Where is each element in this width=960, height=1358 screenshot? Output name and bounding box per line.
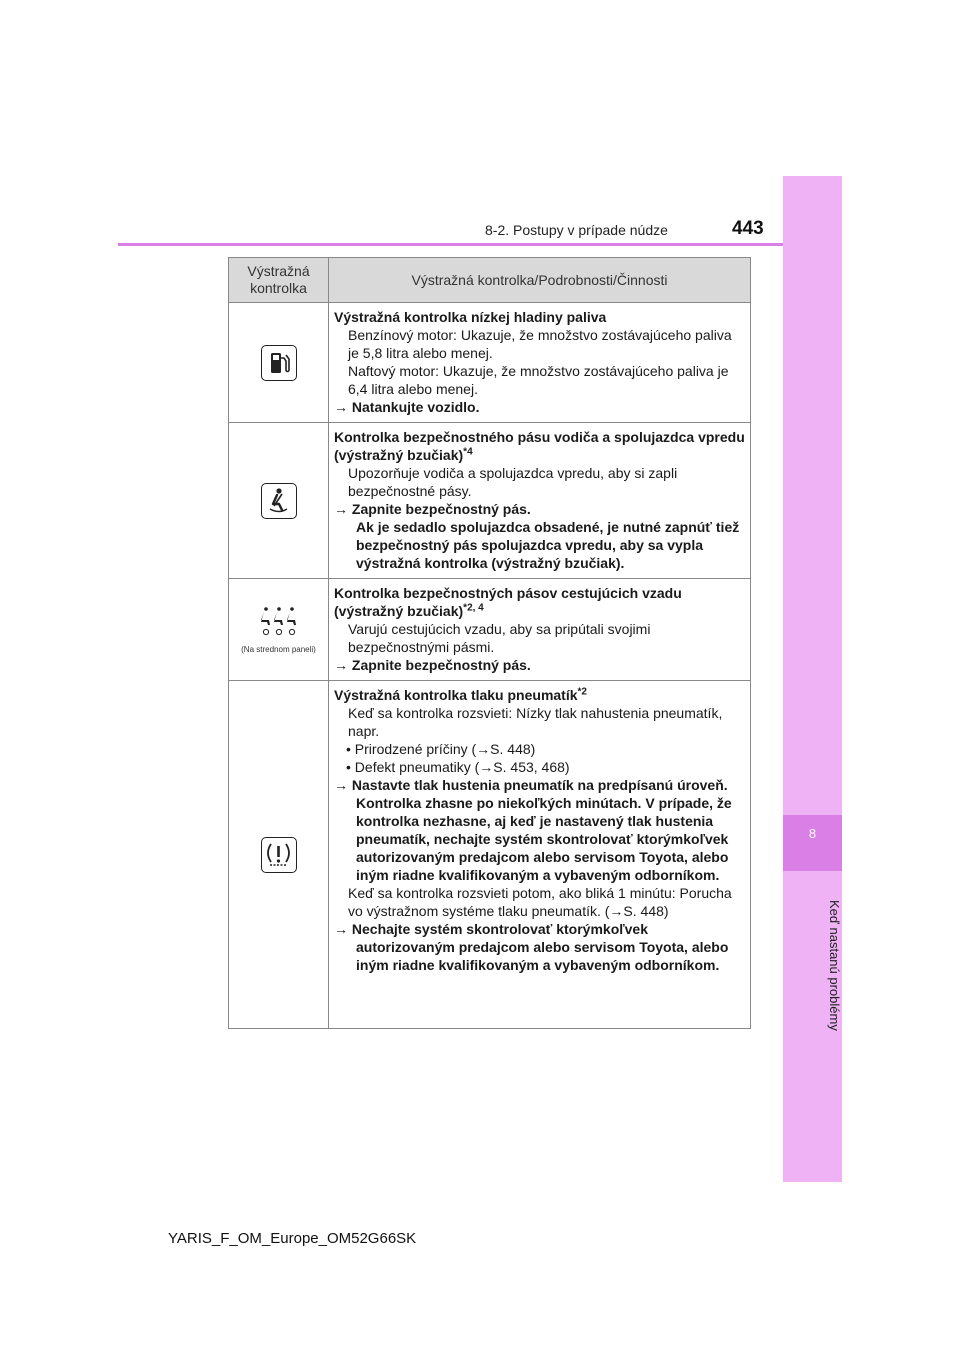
row-text: Upozorňuje vodiča a spolujazdca vpredu, aby si zapli bezpečnostné pásy. bbox=[348, 465, 678, 499]
row-action: → Zapnite bezpečnostný pás. bbox=[334, 657, 531, 673]
row-action-text: Nechajte systém skontrolovať ktorýmkoľvek autorizovaným predajcom alebo servisom Toyota, alebo iným riadne kvalifikovaným a vybaveným odborníkom. bbox=[351, 921, 729, 973]
header-rule bbox=[118, 243, 783, 246]
description-cell bbox=[329, 423, 751, 579]
row-text: Keď sa kontrolka rozsvieti: Nízky tlak nahustenia pneumatík, napr. bbox=[348, 705, 723, 739]
warning-light-table bbox=[228, 257, 751, 1029]
bullet-text: Prirodzené príčiny (→S. 448) bbox=[354, 741, 536, 757]
row-action: → Natankujte vozidlo. bbox=[334, 399, 480, 415]
row-action-text: Natankujte vozidlo. bbox=[351, 399, 480, 415]
page-number: 443 bbox=[732, 218, 764, 239]
table-row bbox=[229, 303, 751, 423]
row-title bbox=[334, 584, 745, 620]
footnote-ref: *2, 4 bbox=[463, 602, 484, 614]
table-row bbox=[229, 423, 751, 579]
row-title bbox=[334, 428, 745, 464]
description-cell bbox=[329, 303, 751, 423]
bullet-item: • Prirodzené príčiny (→S. 448) bbox=[346, 741, 536, 757]
section-title: 8-2. Postupy v prípade núdze bbox=[485, 222, 668, 238]
row-title bbox=[334, 686, 745, 704]
row-text: Keď sa kontrolka rozsvieti potom, ako bliká 1 minútu: Porucha vo výstražnom systéme tlaku pneumatík. (→S. 448) bbox=[348, 885, 732, 919]
row-title-text: Kontrolka bezpečnostných pásov cestujúcich vzadu (výstražný bzučiak) bbox=[334, 585, 682, 619]
seatbelt-icon bbox=[261, 483, 297, 519]
side-tab-chapter-marker bbox=[783, 815, 842, 871]
table-header-row bbox=[229, 258, 751, 303]
document-footer: YARIS_F_OM_Europe_OM52G66SK bbox=[168, 1230, 417, 1247]
row-text: Benzínový motor: Ukazuje, že množstvo zostávajúceho paliva je 5,8 litra alebo menej. bbox=[348, 327, 732, 361]
description-cell bbox=[329, 579, 751, 681]
side-tab-label: Keď nastanú problémy bbox=[827, 899, 842, 1031]
fuel-pump-icon bbox=[261, 345, 297, 381]
table-row bbox=[229, 681, 751, 1029]
row-action: → Zapnite bezpečnostný pás. bbox=[334, 501, 531, 517]
side-tab-number: 8 bbox=[808, 826, 817, 841]
row-title: Výstražná kontrolka nízkej hladiny paliva bbox=[334, 309, 607, 325]
icon-cell bbox=[229, 681, 329, 1029]
icon-cell bbox=[229, 579, 329, 681]
footnote-ref: *2 bbox=[577, 686, 587, 698]
rear-seatbelt-icon bbox=[258, 606, 300, 641]
column-header-details: Výstražná kontrolka/Podrobnosti/Činnosti bbox=[329, 258, 751, 303]
icon-cell bbox=[229, 423, 329, 579]
bullet-item: • Defekt pneumatiky (→S. 453, 468) bbox=[346, 759, 570, 775]
row-action-detail: Ak je sedadlo spolujazdca obsadené, je nutné zapnúť tiež bezpečnostný pás spolujazdca vpredu, aby sa vypla výstražná kontrolka (výstražný bzučiak). bbox=[356, 519, 740, 571]
row-action-detail: Kontrolka zhasne po niekoľkých minútach. V prípade, že kontrolka nezhasne, aj keď je nastavený tlak hustenia pneumatík, nechajte systém skontrolovať ktorýmkoľvek autorizovaným predajcom alebo servisom Toyota, alebo iným riadne kvalifikovaným a vybaveným odborníkom. bbox=[356, 795, 732, 883]
row-action: → Nastavte tlak hustenia pneumatík na predpísanú úroveň. bbox=[334, 777, 728, 793]
table-row bbox=[229, 579, 751, 681]
footnote-ref: *4 bbox=[463, 446, 473, 458]
bullet-text: Defekt pneumatiky (→S. 453, 468) bbox=[354, 759, 570, 775]
row-title-text: Výstražná kontrolka tlaku pneumatík bbox=[334, 687, 578, 703]
row-action-text: Zapnite bezpečnostný pás. bbox=[351, 501, 531, 517]
row-title-text: Kontrolka bezpečnostného pásu vodiča a spolujazdca vpredu (výstražný bzučiak) bbox=[334, 429, 745, 463]
icon-cell bbox=[229, 303, 329, 423]
row-text: Naftový motor: Ukazuje, že množstvo zostávajúceho paliva je 6,4 litra alebo menej. bbox=[348, 363, 729, 397]
row-text: Varujú cestujúcich vzadu, aby sa pripútali svojimi bezpečnostnými pásmi. bbox=[348, 621, 651, 655]
description-cell bbox=[329, 681, 751, 1029]
column-header-light: Výstražná kontrolka bbox=[229, 258, 329, 303]
icon-caption: (Na strednom paneli) bbox=[241, 644, 316, 654]
row-action-text: Nastavte tlak hustenia pneumatík na predpísanú úroveň. bbox=[351, 777, 728, 793]
row-action-text: Zapnite bezpečnostný pás. bbox=[351, 657, 531, 673]
tire-pressure-icon bbox=[261, 837, 297, 873]
row-action: → Nechajte systém skontrolovať ktorýmkoľvek autorizovaným predajcom alebo servisom Toyota, alebo iným riadne kvalifikovaným a vybaveným odborníkom. bbox=[334, 921, 729, 973]
